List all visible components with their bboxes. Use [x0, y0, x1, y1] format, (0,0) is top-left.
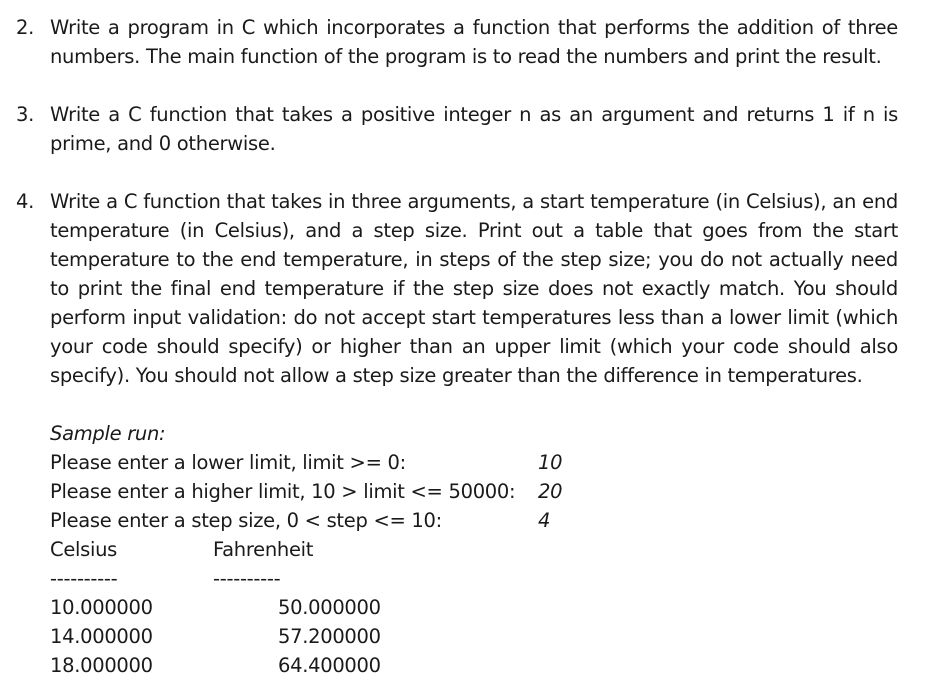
question-number: 3.: [16, 103, 35, 126]
table-cell-celsius: 10.000000: [50, 596, 153, 619]
table-cell-fahrenheit: 57.200000: [278, 625, 381, 648]
question-4: [16, 187, 898, 390]
question-text: Write a C function that takes in three arguments, a start temperature (in Celsius), an end temperature (in Celsius), and a step size. Print out a table that goes from the start temperature to the end temperature, in steps of the step size; you do not actually need to print the final end temperature if the step size does not exactly match. You should perform input validation: do not accept start temperatures less than a lower limit (which your code should specify) or higher than an upper limit (which your code should also specify). You should not allow a step size greater than the difference in temperatures.: [50, 190, 898, 387]
table-cell-fahrenheit: 50.000000: [278, 596, 381, 619]
table-divider-celsius: ----------: [50, 567, 118, 590]
prompt-step-size: Please enter a step size, 0 < step <= 10:: [50, 509, 442, 532]
input-lower-limit: 10: [538, 451, 563, 474]
prompt-lower-limit: Please enter a lower limit, limit >= 0:: [50, 451, 406, 474]
question-number: 4.: [16, 190, 35, 213]
table-cell-fahrenheit: 64.400000: [278, 654, 381, 677]
table-header-celsius: Celsius: [50, 538, 118, 561]
sample-run-heading: Sample run:: [50, 422, 166, 445]
question-text: Write a C function that takes a positive integer n as an argument and returns 1 if n is prime, and 0 otherwise.: [50, 103, 898, 155]
question-number: 2.: [16, 16, 35, 39]
question-2: [16, 13, 898, 71]
input-higher-limit: 20: [538, 480, 563, 503]
prompt-higher-limit: Please enter a higher limit, 10 > limit <= 50000:: [50, 480, 516, 503]
question-3: [16, 100, 898, 158]
question-text: Write a program in C which incorporates a function that performs the addition of three numbers. The main function of the program is to read the numbers and print the result.: [50, 16, 898, 68]
table-divider-fahrenheit: ----------: [213, 567, 281, 590]
input-step-size: 4: [538, 509, 551, 532]
table-header-fahrenheit: Fahrenheit: [213, 538, 314, 561]
table-cell-celsius: 14.000000: [50, 625, 153, 648]
table-cell-celsius: 18.000000: [50, 654, 153, 677]
